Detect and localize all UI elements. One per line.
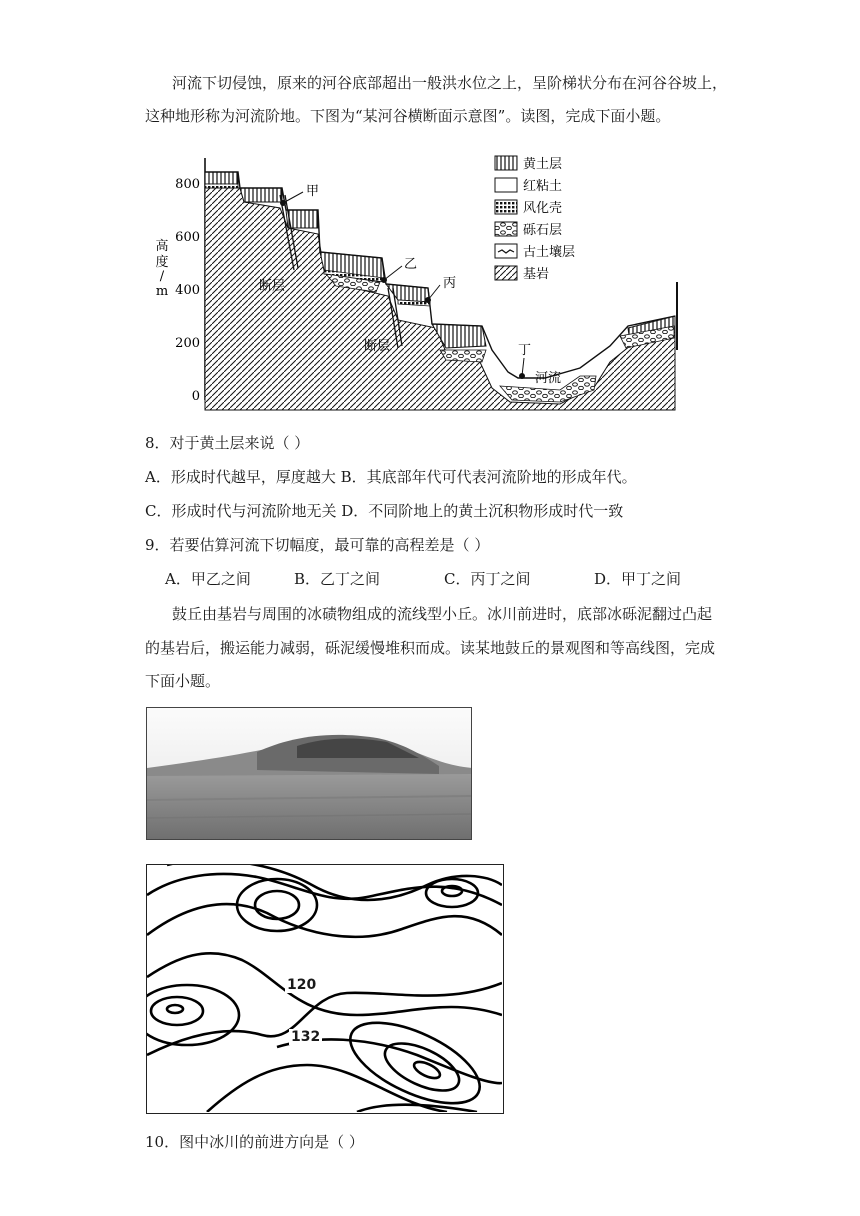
intro-paragraph-1-line-1: 河流下切侵蚀，原来的河谷底部超出一般洪水位之上，呈阶梯状分布在河谷谷坡上，	[172, 74, 728, 92]
question-9-stem: 9．若要估算河流下切幅度，最可靠的高程差是（ ）	[145, 536, 490, 554]
intro-paragraph-2-line-3: 下面小题。	[145, 672, 221, 690]
question-8-stem: 8．对于黄土层来说（ ）	[145, 434, 310, 452]
fault-label: 断层	[364, 339, 391, 354]
legend-swatch-red-clay	[495, 178, 517, 192]
question-8-options-ab: A．形成时代越早，厚度越大 B．其底部年代可代表河流阶地的形成年代。	[145, 468, 637, 486]
question-10-stem: 10．图中冰川的前进方向是（ ）	[145, 1133, 364, 1151]
point-yi-label: 乙	[404, 257, 418, 272]
intro-paragraph-1-line-2: 这种地形称为河流阶地。下图为“某河谷横断面示意图”。读图，完成下面小题。	[145, 107, 671, 125]
legend-item: 风化壳	[523, 201, 563, 216]
legend-swatch-loess	[495, 156, 517, 170]
point-ding-label: 丁	[518, 343, 532, 358]
svg-text:/: /	[159, 269, 165, 284]
contour-label-132: 132	[291, 1029, 321, 1045]
svg-text:m: m	[155, 284, 169, 299]
contour-label-120: 120	[287, 977, 317, 993]
y-tick-label: 800	[175, 177, 200, 192]
legend-swatch-weathered-crust	[495, 200, 517, 214]
y-tick-label: 0	[191, 389, 200, 404]
legend-item: 古土壤层	[523, 245, 576, 260]
question-9-option-c: C．丙丁之间	[444, 570, 531, 588]
intro-paragraph-2-line-2: 的基岩后，搬运能力减弱，砾泥缓慢堆积而成。读某地鼓丘的景观图和等高线图，完成	[145, 639, 716, 657]
river-label: 河流	[535, 371, 562, 386]
y-tick-label: 600	[175, 230, 200, 245]
drumlin-landscape-photo	[146, 707, 472, 840]
point-jia-label: 甲	[306, 184, 320, 199]
svg-text:度: 度	[155, 255, 169, 270]
legend-item: 基岩	[523, 267, 550, 282]
river-valley-cross-section-figure	[140, 150, 690, 415]
legend-item: 黄土层	[523, 157, 563, 172]
y-tick-label: 200	[175, 336, 200, 351]
point-bing-label: 丙	[443, 276, 457, 291]
question-9-option-d: D．甲丁之间	[594, 570, 682, 588]
svg-text:高: 高	[155, 239, 169, 254]
bedrock-body	[205, 188, 675, 410]
legend-item: 红粘土	[523, 179, 563, 194]
legend	[495, 156, 575, 282]
y-tick-label: 400	[175, 283, 200, 298]
question-9-option-a: A．甲乙之间	[165, 570, 251, 588]
fault-label: 断层	[259, 279, 286, 294]
intro-paragraph-2-line-1: 鼓丘由基岩与周围的冰碛物组成的流线型小丘。冰川前进时，底部冰砾泥翻过凸起	[172, 605, 713, 623]
question-8-options-cd: C．形成时代与河流阶地无关 D．不同阶地上的黄土沉积物形成时代一致	[145, 502, 624, 520]
legend-item: 砾石层	[523, 223, 563, 238]
drumlin-contour-map	[146, 864, 504, 1114]
question-9-option-b: B．乙丁之间	[294, 570, 381, 588]
y-axis-label	[155, 238, 168, 299]
legend-swatch-gravel	[495, 222, 517, 236]
legend-swatch-paleosol	[495, 244, 517, 258]
legend-swatch-bedrock	[495, 266, 517, 280]
